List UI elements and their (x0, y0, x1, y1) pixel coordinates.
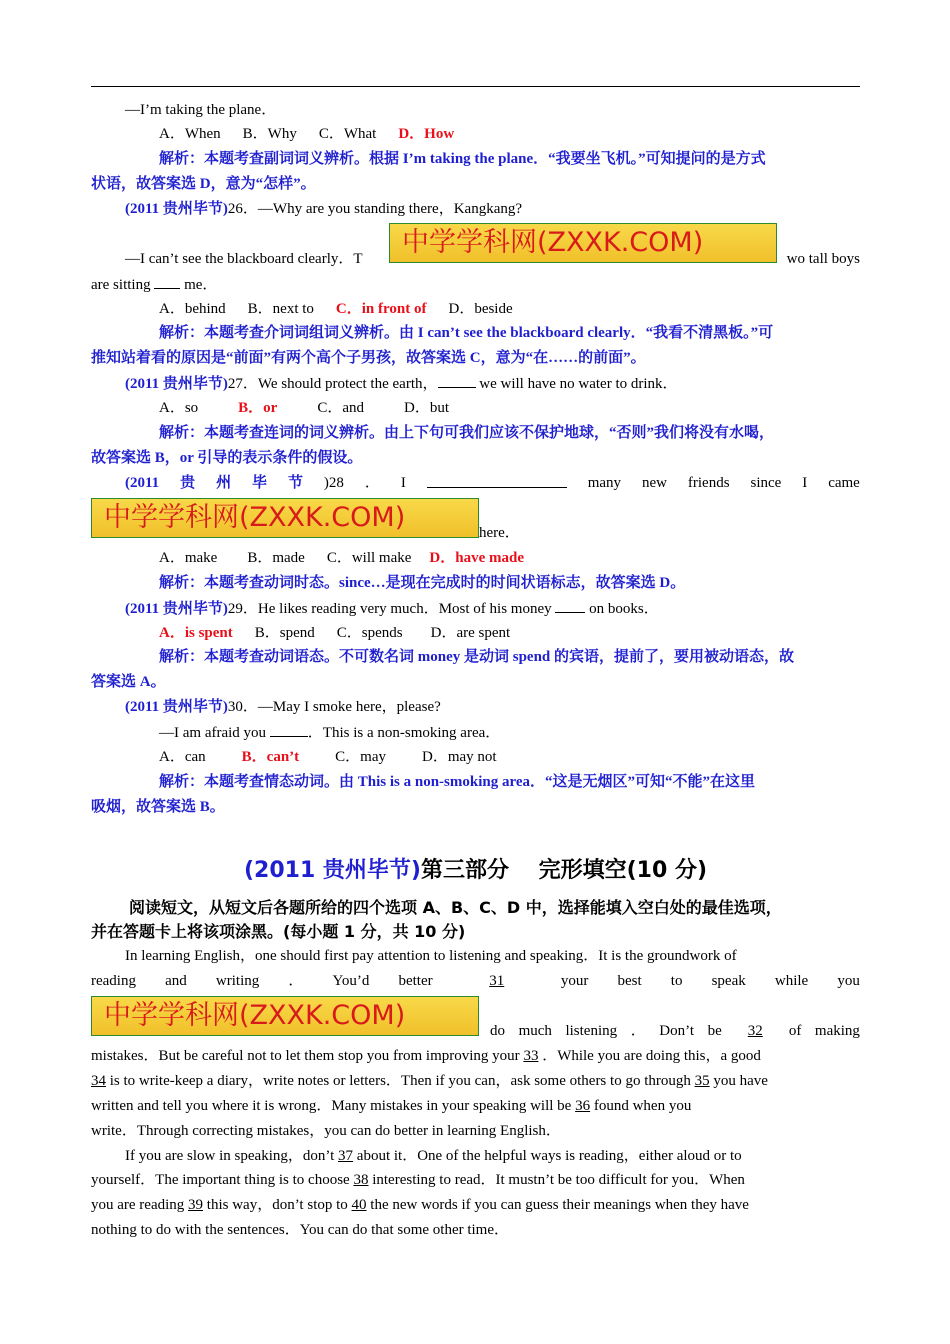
section-instructions-cont: 并在答题卡上将该项涂黑。(每小题 1 分，共 10 分) (91, 922, 466, 941)
q30-options: A．can B．can’t C．may D．may not (159, 749, 497, 765)
q30-line2: —I am afraid you ．This is a non-smoking area． (91, 722, 860, 743)
q26-analysis-cont: 推知站着看的原因是“前面”有两个高个子男孩，故答案选 C，意为“在……的前面”。 (91, 350, 646, 366)
passage-line: do much listening ． Don’t be 32 of making (490, 1023, 860, 1039)
q26-line3: are sitting me． (91, 274, 860, 295)
passage-line: In learning English，one should first pay attention to listening and speaking．It is the groundwork of (125, 948, 737, 964)
section-instructions: 阅读短文，从短文后各题所给的四个选项 A、B、C、D 中，选择能填入空白处的最佳选项， (129, 898, 782, 917)
q26-options: A．behind B．next to C．in front of D．beside (159, 301, 513, 317)
q27-stem: (2011 贵州毕节)27．We should protect the earth， we will have no water to drink． (91, 373, 860, 394)
q29-options: A．is spent B．spend C．spends D．are spent (159, 625, 511, 641)
q25-analysis-cont: 状语，故答案选 D，意为“怎样”。 (91, 176, 316, 192)
passage-line: written and tell you where it is wrong．Many mistakes in your speaking will be 36 found when you (91, 1098, 692, 1114)
watermark-logo: 中学学科网(ZXXK.COM) (389, 223, 777, 263)
q30-stem: (2011 贵州毕节)30．—May I smoke here，please? (125, 699, 441, 715)
q27-analysis: 解析：本题考查连词的词义辨析。由上下句可我们应该不保护地球，“否则”我们将没有水喝， (159, 425, 775, 441)
q30-analysis-cont: 吸烟，故答案选 B。 (91, 799, 225, 815)
q27-analysis-cont: 故答案选 B，or 引导的表示条件的假设。 (91, 450, 363, 466)
q26-stem: (2011 贵州毕节)26．—Why are you standing there，Kangkang? (125, 201, 523, 217)
header-rule (91, 86, 860, 87)
q29-stem: (2011 贵州毕节)29．He likes reading very much．Most of his money on books． (91, 598, 860, 619)
q25-line: —I’m taking the plane． (125, 102, 277, 118)
q26-line2: —I can’t see the blackboard clearly．T wo tall boys (125, 251, 860, 267)
section-heading: (2011 贵州毕节)第三部分 完形填空(10 分) (243, 858, 708, 883)
watermark-logo: 中学学科网(ZXXK.COM) (91, 498, 479, 538)
q26-analysis: 解析：本题考查介词词组词义辨析。由 I can’t see the blackboard clearly．“我看不清黑板。”可 (159, 325, 774, 341)
passage-line: nothing to do with the sentences．You can do that some other time． (91, 1222, 510, 1238)
q25-analysis: 解析：本题考查副词词义辨析。根据 I’m taking the plane．“我要坐飞机。”可知提问的是方式 (159, 151, 766, 167)
q28-options: A．make B．made C．will make D．have made (159, 550, 524, 566)
passage-line: mistakes．But be careful not to let them stop you from improving your 33 ．While you are doing this，a good (91, 1048, 761, 1064)
q29-analysis-cont: 答案选 A。 (91, 674, 166, 690)
passage-line: If you are slow in speaking，don’t 37 about it．One of the helpful ways is reading，either aloud or to (125, 1148, 742, 1164)
q28-analysis: 解析：本题考查动词时态。since…是现在完成时的时间状语标志，故答案选 D。 (159, 575, 686, 591)
passage-line: yourself．The important thing is to choose 38 interesting to read．It mustn’t be too difficult for you．When (91, 1172, 745, 1188)
q25-options: A．When B．Why C．What D．How (159, 126, 455, 142)
q27-options: A．so B．or C．and D．but (159, 400, 450, 416)
watermark-logo: 中学学科网(ZXXK.COM) (91, 996, 479, 1036)
q29-analysis: 解析：本题考查动词语态。不可数名词 money 是动词 spend 的宾语，提前了，要用被动语态，故 (159, 649, 795, 665)
passage-line: you are reading 39 this way，don’t stop to 40 the new words if you can guess their meanings when they have (91, 1197, 749, 1213)
q28-stem-end: here． (479, 525, 520, 541)
q28-stem: (2011 贵 州 毕 节 )28 ． I many new friends since I came (125, 475, 860, 491)
q30-analysis: 解析：本题考查情态动词。由 This is a non-smoking area．“这是无烟区”可知“不能”在这里 (159, 774, 756, 790)
passage-line: reading and writing ． You’d better 31 your best to speak while you (91, 973, 860, 989)
passage-line: 34 is to write-keep a diary，write notes or letters．Then if you can，ask some others to go through 35 you have (91, 1073, 768, 1089)
passage-line: write．Through correcting mistakes，you can do better in learning English． (91, 1123, 561, 1139)
